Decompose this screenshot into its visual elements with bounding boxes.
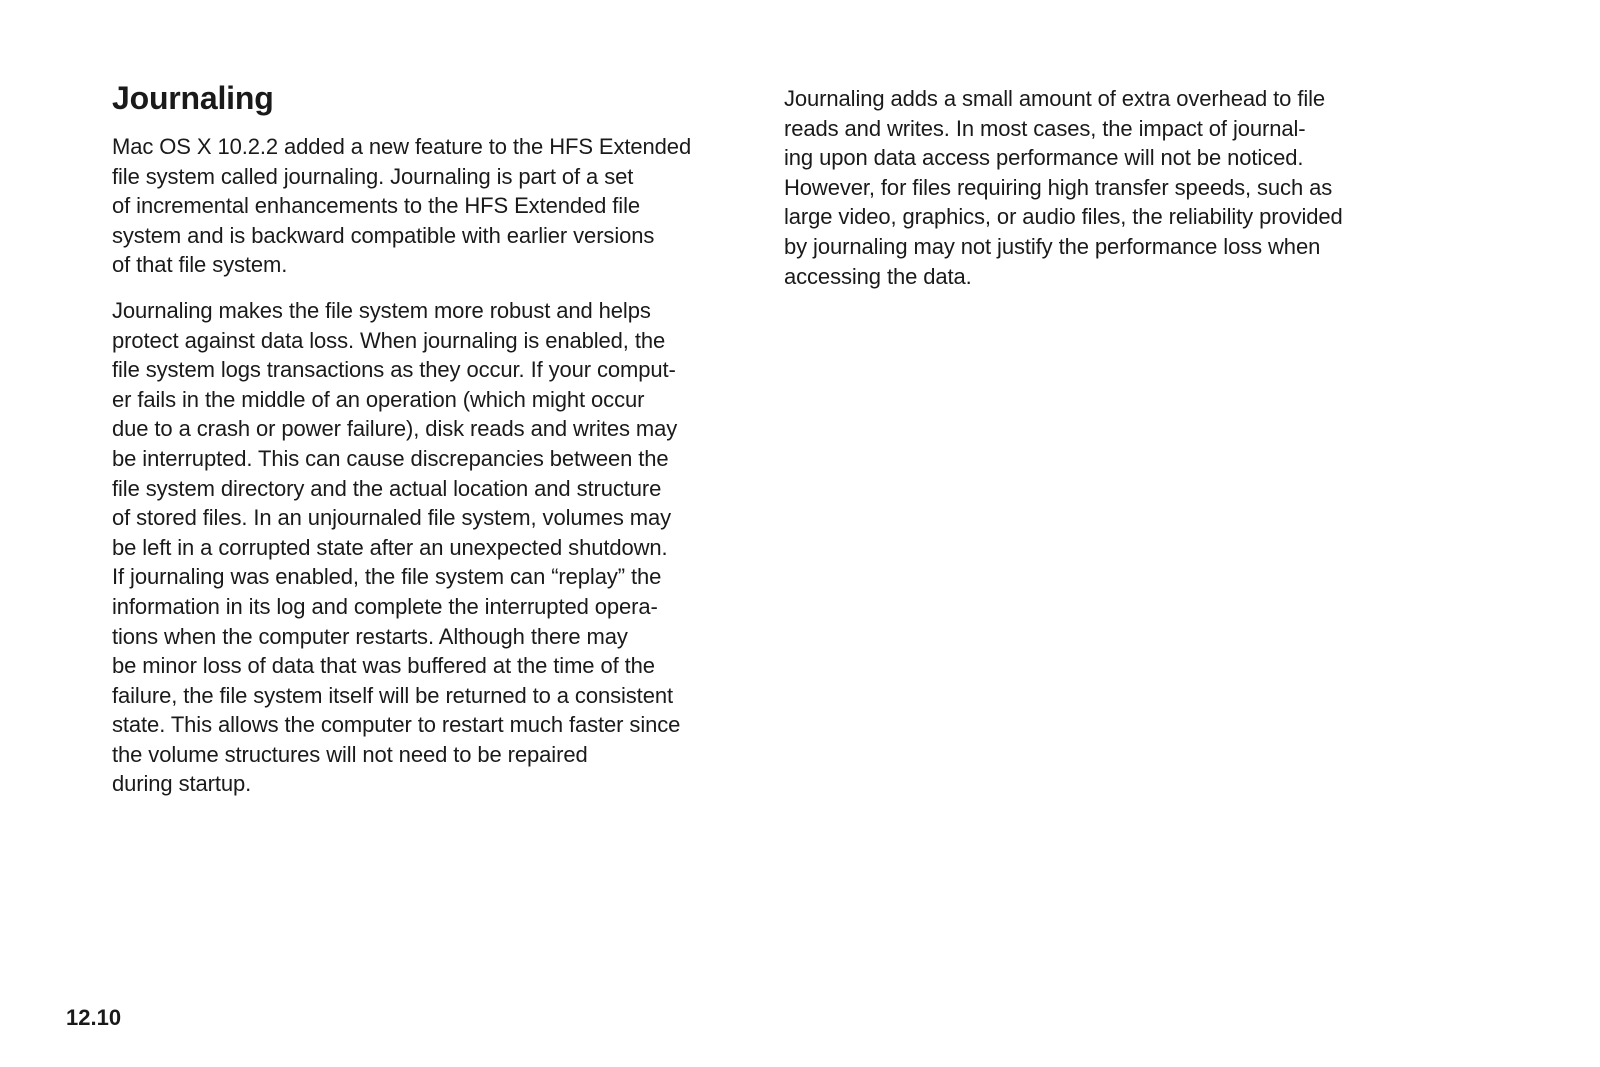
section-title: Journaling: [112, 80, 274, 116]
right-column: [784, 84, 1424, 307]
page-number: 12.10: [66, 1005, 122, 1030]
left-column: [112, 78, 732, 815]
body-paragraph: Mac OS X 10.2.2 added a new feature to the HFS Extended file system called journaling. Journaling is part of a set of incremental enhancements to the HFS Extended file system and is backward compatible with earlier versions of that file system.: [112, 134, 692, 278]
body-paragraph: Journaling makes the file system more robust and helps protect against data loss. When journaling is enabled, the file system logs transactions as they occur. If your comput- er fails in the middle of an operation (which might occur due to a crash or power failure), disk reads and writes may be interrupted. This can cause discrepancies between the file system directory and the actual location and structure of stored files. In an unjournaled file system, volumes may be left in a corrupted state after an unexpected shutdown. If journaling was enabled, the file system can “replay” the information in its log and complete the interrupted opera- tions when the computer restarts. Although there may be minor loss of data that was buffered at the time of the failure, the file system itself will be returned to a consistent state. This allows the computer to restart much faster since the volume structures will not need to be repaired during startup.: [112, 297, 681, 797]
body-paragraph: Journaling adds a small amount of extra overhead to file reads and writes. In most cases, the impact of journal- ing upon data access performance will not be noticed. However, for files requiring high transfer speeds, such as large video, graphics, or audio files, the reliability provided by journaling may not justify the performance loss when accessing the data.: [784, 86, 1343, 289]
